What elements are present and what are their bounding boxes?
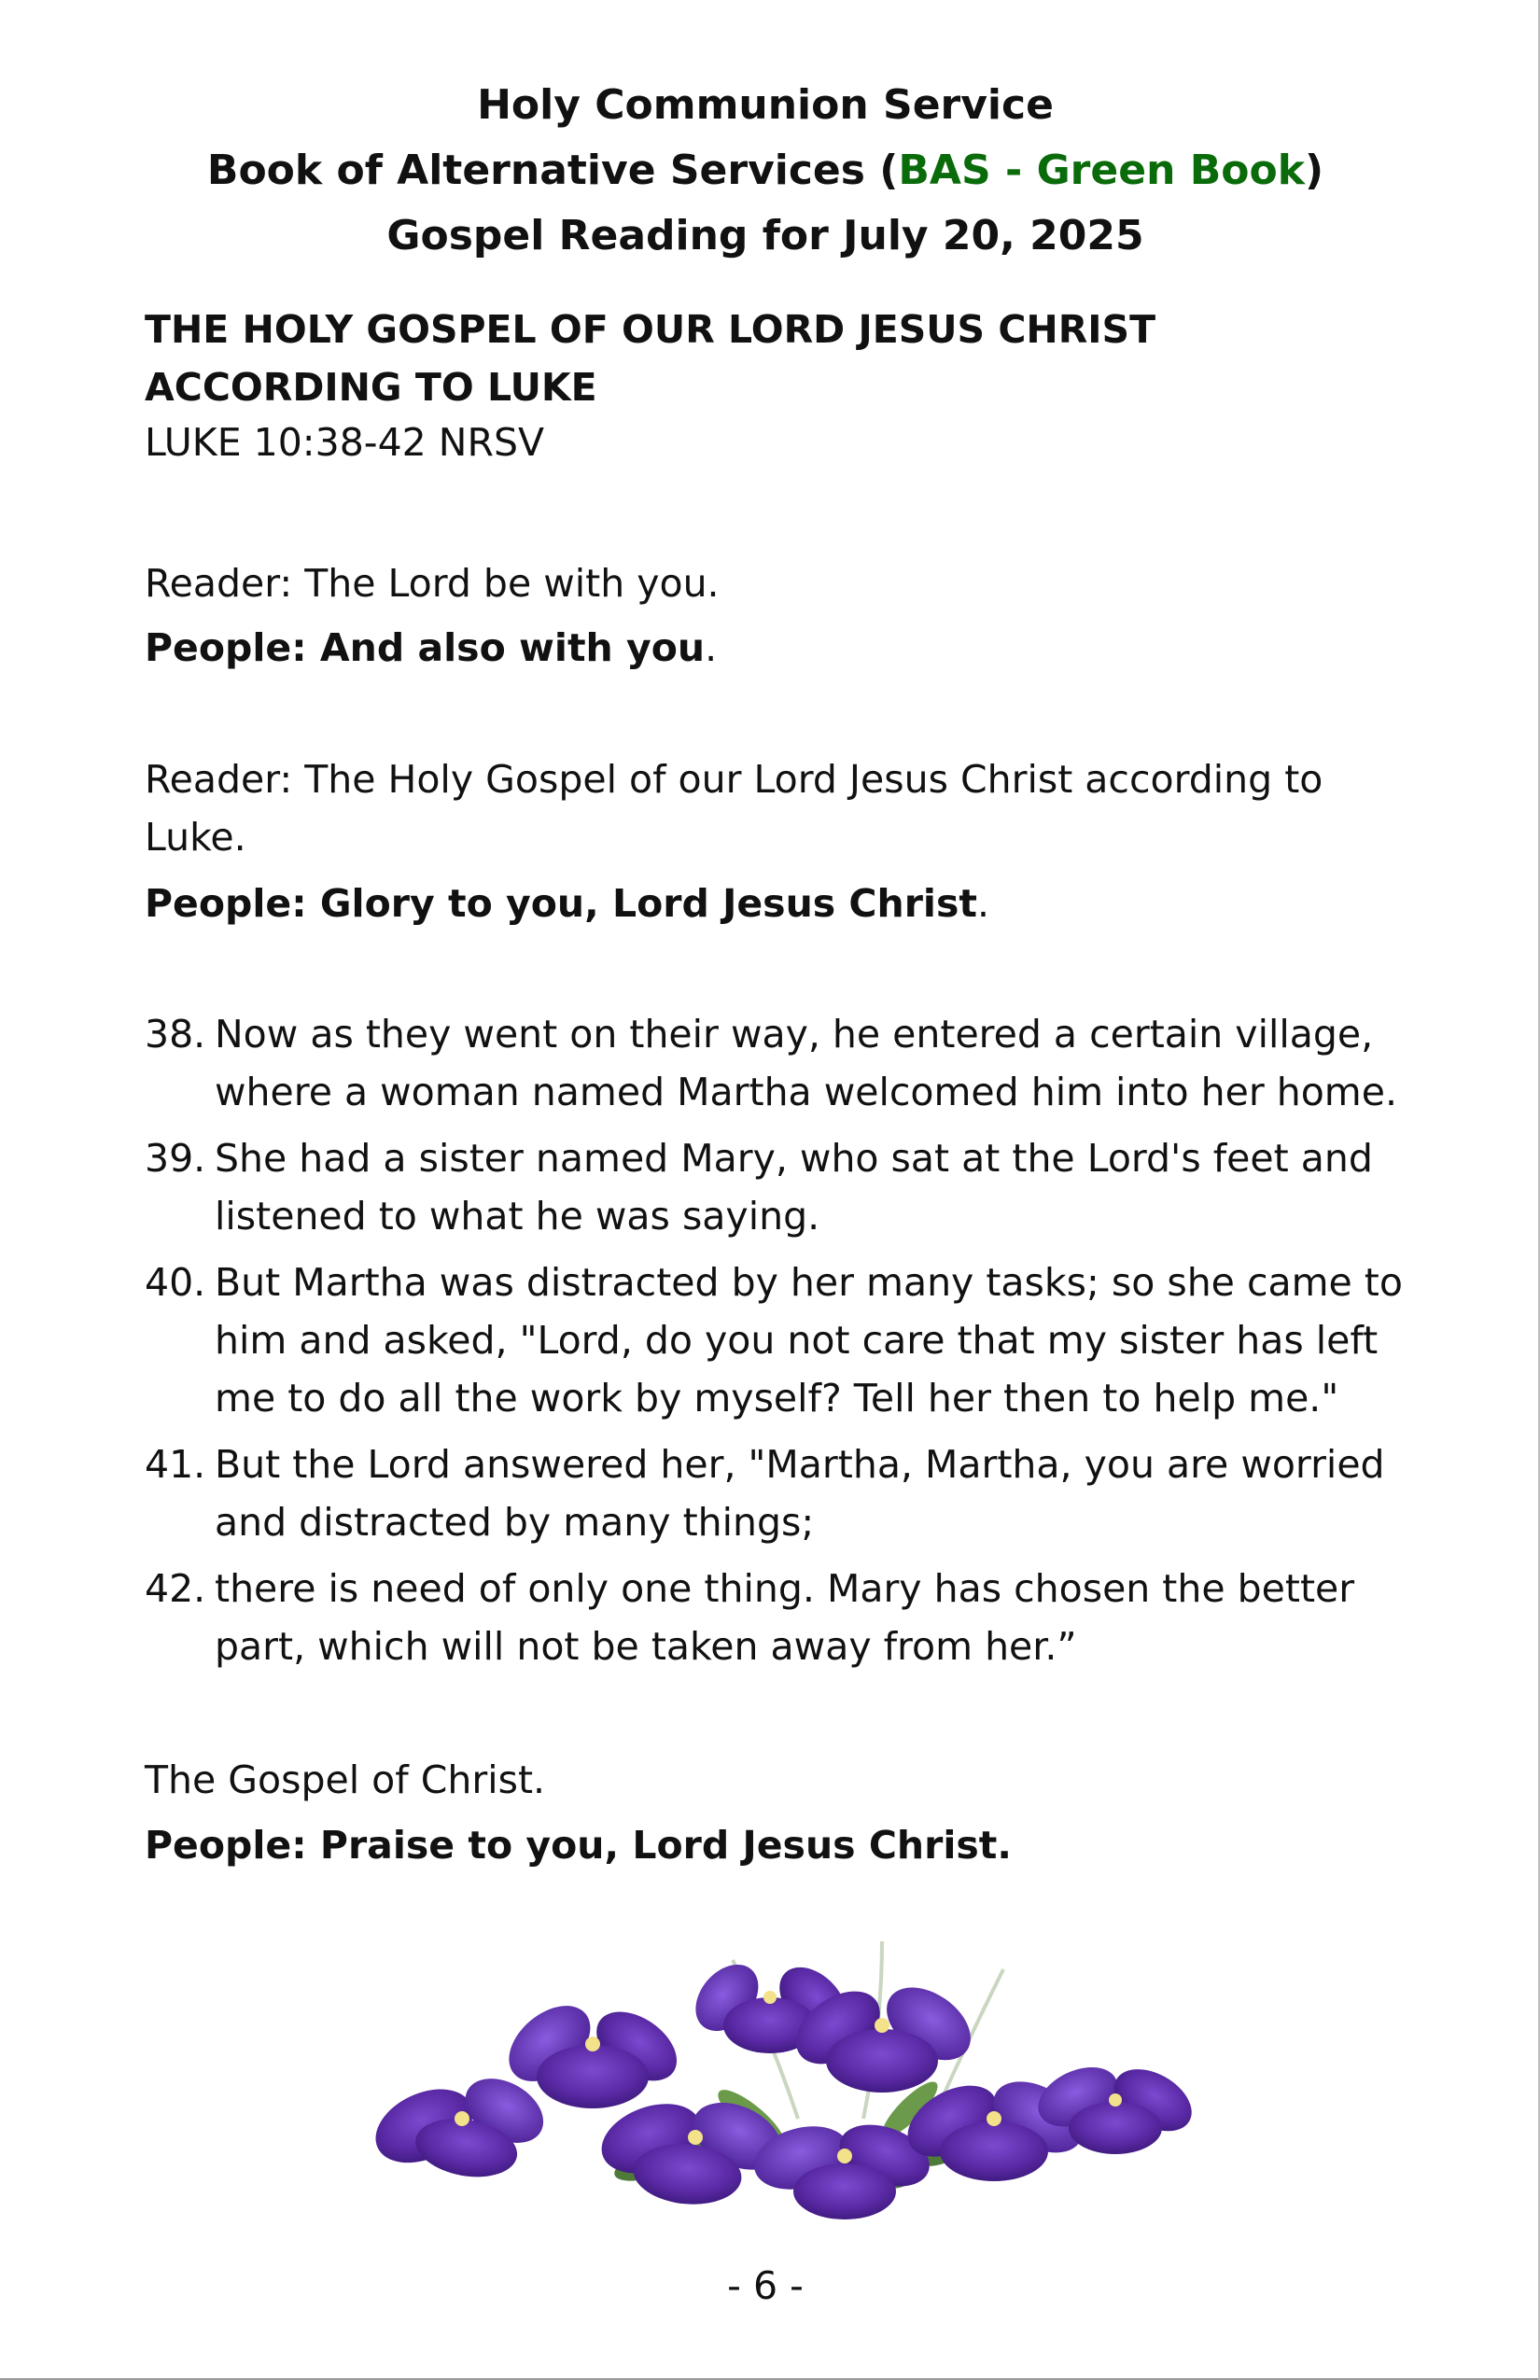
- page-number: - 6 -: [727, 2263, 804, 2308]
- verse-number: 38.: [145, 1012, 206, 1057]
- people-response-1-text: People: And also with you: [145, 625, 706, 670]
- verse-number: 40.: [145, 1260, 206, 1305]
- subtitle-suffix: ): [1304, 147, 1324, 194]
- closing-reader: The Gospel of Christ.: [145, 1757, 546, 1802]
- people-response-1-period: .: [705, 625, 718, 670]
- verse-item: [145, 1560, 1433, 1675]
- gospel-title: [145, 301, 1155, 416]
- violets-image: [359, 1885, 1209, 2259]
- reader-greeting: Reader: The Lord be with you.: [145, 561, 720, 606]
- verse-number: 41.: [145, 1442, 206, 1487]
- header: [0, 73, 1531, 269]
- verse-text: But the Lord answered her, "Martha, Martha, you are worried and distracted by many things;: [215, 1442, 1385, 1545]
- header-date-line: Gospel Reading for July 20, 2025: [386, 212, 1144, 259]
- scripture-reference: LUKE 10:38-42 NRSV: [145, 420, 545, 465]
- header-title: Holy Communion Service: [477, 81, 1054, 129]
- subtitle-prefix: Book of Alternative Services (: [206, 147, 899, 194]
- verse-text: Now as they went on their way, he entered a certain village, where a woman named Martha welcomed him into her home.: [215, 1012, 1397, 1114]
- people-response-1: [145, 619, 1423, 677]
- verse-item: [145, 1253, 1433, 1427]
- closing-people-response: People: Praise to you, Lord Jesus Christ.: [145, 1823, 1012, 1868]
- subtitle-green-book: BAS - Green Book: [898, 147, 1305, 194]
- people-response-2: [145, 875, 1423, 932]
- verse-text: But Martha was distracted by her many tasks; so she came to him and asked, "Lord, do you not care that my sister has left me to do all the work by myself? Tell her then to help me.": [215, 1260, 1403, 1421]
- people-response-2-period: .: [977, 881, 990, 926]
- verse-number: 39.: [145, 1136, 206, 1181]
- reader-announcement: Reader: The Holy Gospel of our Lord Jesus Christ according to Luke.: [145, 757, 1323, 860]
- people-response-2-text: People: Glory to you, Lord Jesus Christ: [145, 881, 977, 926]
- gospel-title-line2: ACCORDING TO LUKE: [145, 365, 597, 410]
- verse-item: [145, 1129, 1433, 1245]
- violet-flower: [364, 2065, 554, 2184]
- verse-item: [145, 1435, 1433, 1551]
- verse-list: [145, 1005, 1433, 1684]
- header-subtitle: [0, 138, 1531, 203]
- verse-item: [145, 1005, 1433, 1121]
- verse-text: She had a sister named Mary, who sat at the Lord's feet and listened to what he was saying.: [215, 1136, 1373, 1239]
- verse-text: there is need of only one thing. Mary has chosen the better part, which will not be taken away from her.”: [215, 1566, 1355, 1669]
- gospel-title-line1: THE HOLY GOSPEL OF OUR LORD JESUS CHRIST: [145, 307, 1156, 352]
- verse-number: 42.: [145, 1566, 206, 1611]
